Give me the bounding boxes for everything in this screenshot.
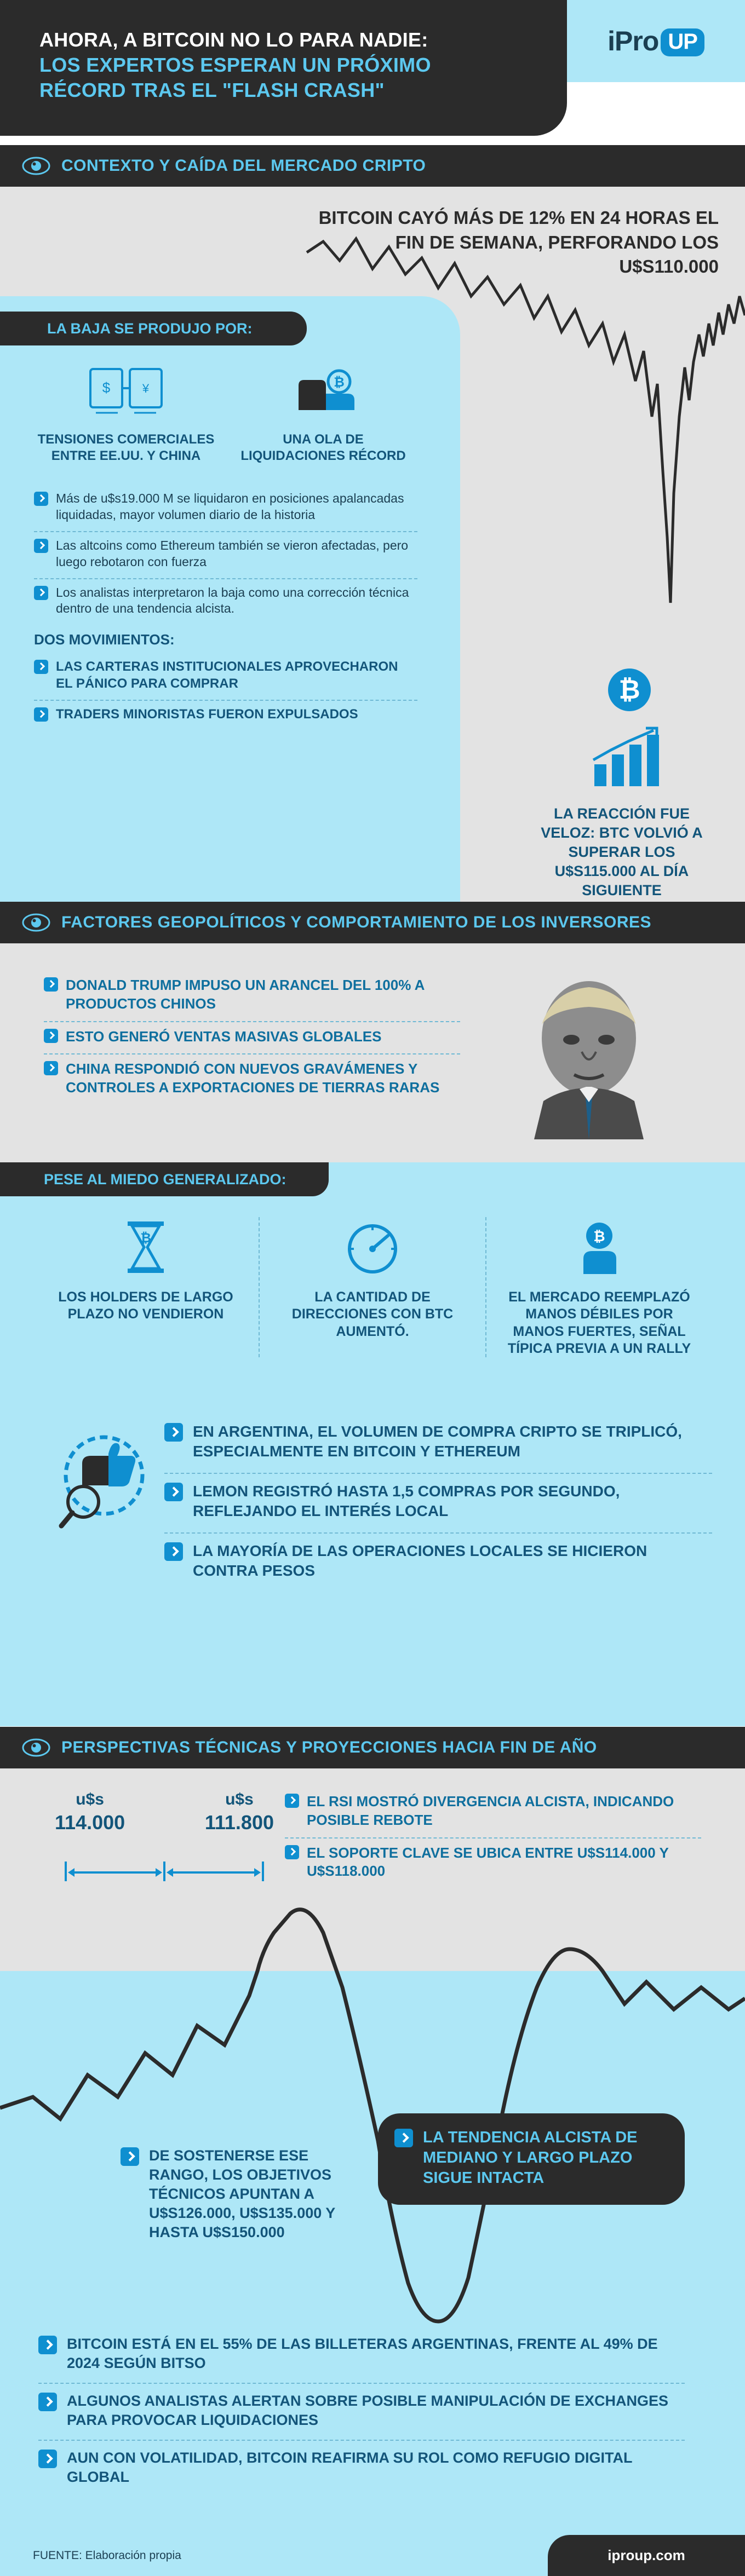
chevron-right-icon <box>164 1423 183 1442</box>
svg-text:¥: ¥ <box>142 382 150 395</box>
price-level-1 <box>55 1790 125 1834</box>
liquidation-hand-icon <box>282 361 364 421</box>
chevron-right-icon <box>34 707 48 722</box>
bullet-text: CHINA RESPONDIÓ CON NUEVOS GRAVÁMENES Y CONTROLES A EXPORTACIONES DE TIERRAS RARAS <box>66 1061 440 1096</box>
bullet-text: Más de u$s19.000 M se liquidaron en posiciones apalancadas liquidadas, mayor volumen diario de la historia <box>56 491 404 522</box>
list-item <box>164 1534 712 1592</box>
logo-badge: UP <box>661 28 704 56</box>
chevron-right-icon <box>394 2129 413 2147</box>
block1-subbar <box>0 312 307 345</box>
header-line-3: RÉCORD TRAS EL "FLASH CRASH" <box>39 79 385 102</box>
block1-bullet-list <box>34 485 417 625</box>
list-item <box>164 1414 712 1474</box>
bullet-text: Las altcoins como Ethereum también se vieron afectadas, pero luego rebotaron con fuerza <box>56 538 409 569</box>
chevron-right-icon <box>34 586 48 600</box>
bullet-text: BITCOIN ESTÁ EN EL 55% DE LAS BILLETERAS ARGENTINAS, FRENTE AL 49% DE 2024 SEGÚN BITSO <box>67 2336 658 2372</box>
block1-icon-caption-1: TENSIONES COMERCIALES ENTRE EE.UU. Y CHINA <box>37 432 215 463</box>
chevron-right-icon <box>38 2450 57 2468</box>
block2-three-columns <box>33 1217 712 1357</box>
bullet-text: AUN CON VOLATILIDAD, BITCOIN REAFIRMA SU ROL COMO REFUGIO DIGITAL GLOBAL <box>67 2450 632 2486</box>
block1-headline: BITCOIN CAYÓ MÁS DE 12% EN 24 HORAS EL FIN DE SEMANA, PERFORANDO LOS U$S110.000 <box>318 208 719 277</box>
block2-col-1 <box>33 1217 260 1357</box>
trump-portrait <box>509 959 668 1139</box>
block2-col-2-caption: LA CANTIDAD DE DIRECCIONES CON BTC AUMENTÓ. <box>291 1289 454 1339</box>
chevron-right-icon <box>34 539 48 553</box>
section-title-2: FACTORES GEOPOLÍTICOS Y COMPORTAMIENTO DE LOS INVERSORES <box>61 913 652 931</box>
chevron-right-icon <box>44 977 58 992</box>
eye-icon <box>22 1737 50 1759</box>
list-item <box>34 579 417 625</box>
block1-icon-col-1 <box>33 361 219 464</box>
block3-dark-callout <box>378 2113 685 2205</box>
block-technical-outlook <box>0 1768 745 2535</box>
list-item <box>38 2384 685 2441</box>
bullet-text: LA MAYORÍA DE LAS OPERACIONES LOCALES SE HICIERON CONTRA PESOS <box>193 1542 647 1579</box>
block2-col-3-caption: EL MERCADO REEMPLAZÓ MANOS DÉBILES POR MANOS FUERTES, SEÑAL TÍPICA PREVIA A UN RALLY <box>507 1289 691 1356</box>
block2-col-1-caption: LOS HOLDERS DE LARGO PLAZO NO VENDIERON <box>58 1289 233 1322</box>
bullet-text: EL SOPORTE CLAVE SE UBICA ENTRE U$S114.000 Y U$S118.000 <box>307 1844 669 1880</box>
list-item <box>44 971 460 1022</box>
price-value: 111.800 <box>204 1811 274 1834</box>
block3-bullet-list <box>285 1787 701 1888</box>
magnifier-thumbsup-icon <box>49 1425 159 1540</box>
list-item <box>34 701 417 731</box>
price-level-2 <box>205 1790 274 1834</box>
eye-icon <box>22 912 50 933</box>
chevron-right-icon <box>34 660 48 674</box>
block1-reaction-text: LA REACCIÓN FUE VELOZ: BTC VOLVIÓ A SUPERAR LOS U$S115.000 AL DÍA SIGUIENTE <box>541 805 703 899</box>
chevron-right-icon <box>164 1483 183 1501</box>
block-market-context <box>0 187 745 902</box>
chevron-right-icon <box>34 492 48 506</box>
bullet-text: TRADERS MINORISTAS FUERON EXPULSADOS <box>56 707 358 722</box>
list-item <box>38 2441 685 2497</box>
list-item <box>34 532 417 579</box>
header-line-2: LOS EXPERTOS ESPERAN UN PRÓXIMO <box>39 54 431 77</box>
section-bar-3 <box>0 1727 745 1768</box>
chevron-right-icon <box>285 1794 299 1808</box>
logo-text <box>608 25 704 57</box>
bullet-text: EL RSI MOSTRÓ DIVERGENCIA ALCISTA, INDICANDO POSIBLE REBOTE <box>307 1793 674 1828</box>
range-arrows-icon <box>55 1856 274 1894</box>
svg-text:₿: ₿ <box>140 1231 151 1246</box>
svg-text:₿: ₿ <box>593 1228 605 1244</box>
bullet-text: ALGUNOS ANALISTAS ALERTAN SOBRE POSIBLE MANIPULACIÓN DE EXCHANGES PARA PROVOCAR LIQUIDACIONES <box>67 2393 669 2429</box>
list-item <box>34 485 417 532</box>
footer-site-block[interactable] <box>548 2535 745 2576</box>
chevron-right-icon <box>38 2393 57 2411</box>
block2-subbar-label: PESE AL MIEDO GENERALIZADO: <box>44 1171 286 1188</box>
list-item <box>164 1474 712 1534</box>
bullet-text: LEMON REGISTRÓ HASTA 1,5 COMPRAS POR SEGUNDO, REFLEJANDO EL INTERÉS LOCAL <box>193 1482 620 1520</box>
block3-dark-callout-text: LA TENDENCIA ALCISTA DE MEDIANO Y LARGO PLAZO SIGUE INTACTA <box>423 2129 638 2187</box>
header <box>0 0 745 145</box>
hourglass-btc-icon <box>116 1217 176 1277</box>
price-unit: u$s <box>76 1790 104 1808</box>
chevron-right-icon <box>44 1061 58 1075</box>
list-item <box>285 1839 701 1889</box>
block1-movimientos-list <box>34 653 417 731</box>
chevron-right-icon <box>44 1029 58 1043</box>
chevron-right-icon <box>38 2336 57 2354</box>
strong-hand-btc-icon <box>569 1217 629 1277</box>
growth-chart-icon <box>589 726 677 792</box>
block1-subbar-label: LA BAJA SE PRODUJO POR: <box>47 320 253 337</box>
gauge-icon <box>340 1217 405 1277</box>
block3-left-note-text: DE SOSTENERSE ESE RANGO, LOS OBJETIVOS TÉCNICOS APUNTAN A U$S126.000, U$S135.000 Y HASTA U$S150.000 <box>149 2147 335 2241</box>
bullet-text: DONALD TRUMP IMPUSO UN ARANCEL DEL 100% A PRODUCTOS CHINOS <box>66 977 425 1012</box>
block2-col-2 <box>260 1217 486 1357</box>
block1-dos-movimientos-label: DOS MOVIMIENTOS: <box>34 631 175 648</box>
list-item <box>285 1787 701 1839</box>
block2-lower-bullets <box>164 1414 712 1592</box>
logo-main-text: iPro <box>608 26 659 56</box>
chevron-right-icon <box>164 1542 183 1561</box>
block2-subbar <box>0 1162 329 1196</box>
block1-icon-col-2 <box>230 361 416 464</box>
header-line-1: AHORA, A BITCOIN NO LO PARA NADIE: <box>39 28 428 51</box>
list-item <box>34 653 417 701</box>
trade-war-icon <box>85 361 167 421</box>
svg-text:₿: ₿ <box>334 375 345 390</box>
logo[interactable] <box>567 0 745 82</box>
section-title-3: PERSPECTIVAS TÉCNICAS Y PROYECCIONES HACIA FIN DE AÑO <box>61 1738 597 1756</box>
chevron-right-icon <box>285 1845 299 1859</box>
list-item <box>44 1054 460 1105</box>
svg-text:$: $ <box>102 379 111 396</box>
chevron-right-icon <box>121 2147 139 2166</box>
list-item <box>44 1022 460 1055</box>
footer <box>0 2535 745 2576</box>
section-title-1: CONTEXTO Y CAÍDA DEL MERCADO CRIPTO <box>61 157 426 175</box>
eye-icon <box>22 155 50 177</box>
block-geopolitics <box>0 943 745 1726</box>
bullet-text: EN ARGENTINA, EL VOLUMEN DE COMPRA CRIPTO SE TRIPLICÓ, ESPECIALMENTE EN BITCOIN Y ETHEREUM <box>193 1423 682 1460</box>
price-value: 114.000 <box>55 1811 125 1834</box>
section-bar-2 <box>0 902 745 943</box>
footer-source: FUENTE: Elaboración propia <box>33 2549 181 2562</box>
list-item <box>38 2327 685 2384</box>
bullet-text: ESTO GENERÓ VENTAS MASIVAS GLOBALES <box>66 1028 382 1045</box>
bullet-text: Los analistas interpretaron la baja como una corrección técnica dentro de una tendencia alcista. <box>56 585 409 616</box>
block2-bullet-list <box>44 971 460 1105</box>
price-unit: u$s <box>225 1790 254 1808</box>
bitcoin-coin-icon: ₿ <box>608 669 651 711</box>
block3-final-bullets <box>38 2327 685 2497</box>
block3-left-note <box>121 2146 362 2242</box>
block1-icon-caption-2: UNA OLA DE LIQUIDACIONES RÉCORD <box>240 432 406 463</box>
footer-site-text: iproup.com <box>608 2547 685 2563</box>
section-bar-1 <box>0 145 745 187</box>
bullet-text: LAS CARTERAS INSTITUCIONALES APROVECHARON EL PÁNICO PARA COMPRAR <box>56 659 398 691</box>
block2-col-3 <box>486 1217 712 1357</box>
header-title-block <box>0 0 567 136</box>
block3-price-labels <box>55 1790 274 1834</box>
